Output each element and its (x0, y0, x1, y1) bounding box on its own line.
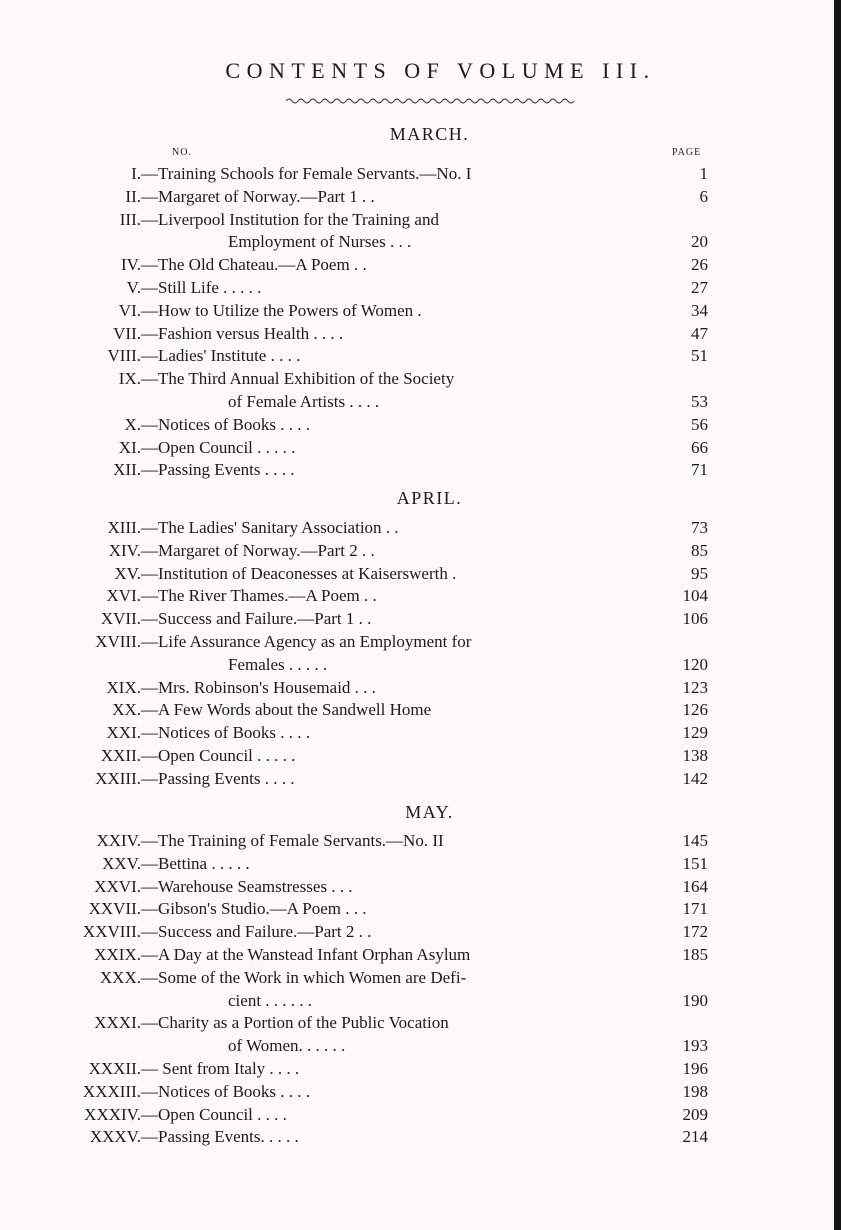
ornament-rule (286, 96, 576, 106)
toc-entry (0, 369, 841, 411)
entry-title: —The Ladies' Sanitary Association . . (141, 518, 399, 537)
entry-page-number: 196 (682, 1059, 708, 1078)
page-title: CONTENTS OF VOLUME III. (225, 58, 656, 83)
entry-title: —How to Utilize the Powers of Women . (141, 300, 422, 320)
toc-entry (0, 899, 841, 923)
toc-entry (0, 609, 841, 633)
entry-number: XXXIII. (82, 1081, 141, 1101)
entry-page-number: 145 (682, 831, 708, 850)
toc-entry (0, 460, 841, 484)
entry-page-number: 6 (699, 186, 708, 206)
entry-page-number: 123 (682, 677, 708, 697)
column-header-number: NO. (172, 147, 192, 158)
toc-entry (0, 945, 841, 969)
entry-title: —A Day at the Wanstead Infant Orphan Asylum (141, 945, 471, 964)
entry-title: —Passing Events . . . . (141, 460, 295, 480)
entry-page-number: 214 (682, 1127, 708, 1147)
entry-title: —Passing Events . . . . (141, 768, 295, 788)
entry-number: XX. (112, 700, 141, 720)
entry-number: VIII. (107, 346, 141, 366)
entry-title-continuation: Employment of Nurses . . . (228, 232, 412, 252)
entry-page-number: 56 (691, 414, 708, 434)
entry-number: XVI. (106, 586, 141, 606)
entry-number: XXII. (100, 746, 141, 765)
entry-page-number: 129 (682, 723, 708, 743)
toc-entry (0, 209, 841, 252)
toc-entry (0, 769, 841, 793)
toc-entry (0, 301, 841, 325)
entry-number: X. (124, 414, 141, 434)
entry-number: XV. (114, 563, 141, 583)
toc-entry (0, 164, 841, 188)
toc-entry (0, 854, 841, 878)
entry-page-number: 27 (691, 278, 708, 297)
entry-page-number: 66 (691, 437, 708, 457)
entry-number: IX. (118, 369, 141, 389)
entry-title: —Mrs. Robinson's Housemaid . . . (141, 677, 376, 697)
entry-page-number: 198 (682, 1081, 708, 1101)
entry-page-number: 20 (691, 232, 708, 252)
entry-title: —Notices of Books . . . . (141, 723, 311, 743)
entry-number: XXIV. (96, 831, 141, 850)
entry-number: VII. (113, 323, 141, 343)
entry-number: XXXIV. (84, 1104, 141, 1124)
toc-entry (0, 278, 841, 302)
entry-page-number: 185 (682, 945, 708, 964)
entry-number: XXXII. (88, 1059, 141, 1078)
toc-entry (0, 877, 841, 901)
entry-number: XXVIII. (82, 922, 141, 942)
section-heading-may: MAY. (405, 802, 454, 822)
entry-page-number: 190 (682, 990, 708, 1010)
entry-title: —Liverpool Institution for the Training and (141, 209, 439, 229)
toc-entry (0, 586, 841, 610)
entry-title: —Open Council . . . . (141, 1104, 287, 1124)
entry-number: XI. (118, 437, 141, 457)
entry-page-number: 142 (682, 768, 708, 788)
entry-title: —Success and Failure.—Part 2 . . (141, 922, 372, 942)
entry-page-number: 95 (691, 563, 708, 583)
entry-title: —Some of the Work in which Women are Defi- (141, 967, 467, 987)
entry-title: —Passing Events. . . . . (141, 1127, 299, 1147)
entry-title: —Institution of Deaconesses at Kaiserswerth . (141, 563, 457, 583)
toc-entry (0, 541, 841, 565)
entry-page-number: 209 (682, 1104, 708, 1124)
entry-number: VI. (118, 300, 141, 320)
entry-page-number: 106 (682, 609, 708, 629)
entry-number: XVII. (100, 609, 141, 629)
entry-page-number: 193 (682, 1036, 708, 1056)
toc-entry (0, 1127, 841, 1151)
entry-title: —The Old Chateau.—A Poem . . (141, 255, 367, 275)
section-heading-april: APRIL. (396, 488, 463, 508)
entry-title: —Still Life . . . . . (141, 278, 262, 297)
entry-number: XXX. (99, 967, 141, 987)
toc-entry (0, 346, 841, 370)
entry-page-number: 51 (691, 346, 708, 366)
entry-title: —Notices of Books . . . . (141, 1081, 311, 1101)
entry-page-number: 164 (682, 876, 708, 896)
entry-page-number: 151 (682, 853, 708, 873)
toc-entry (0, 678, 841, 702)
entry-title: —The Third Annual Exhibition of the Society (141, 369, 455, 389)
entry-number: XXI. (106, 723, 141, 743)
entry-title: —Charity as a Portion of the Public Vocation (141, 1013, 449, 1033)
toc-entry (0, 723, 841, 747)
entry-number: XXVI. (94, 876, 141, 896)
entry-page-number: 138 (682, 746, 708, 765)
entry-number: XXXV. (89, 1127, 141, 1147)
toc-entry (0, 324, 841, 348)
entry-number: XVIII. (95, 632, 141, 651)
entry-page-number: 26 (691, 255, 708, 275)
entry-number: XIX. (106, 677, 141, 697)
entry-title: —Ladies' Institute . . . . (141, 346, 301, 366)
entry-number: XXXI. (94, 1013, 141, 1033)
entry-page-number: 120 (682, 654, 708, 674)
toc-entry (0, 187, 841, 211)
entry-title: —Fashion versus Health . . . . (141, 323, 344, 343)
toc-entry (0, 415, 841, 439)
entry-title: —The River Thames.—A Poem . . (141, 586, 377, 606)
entry-title: —Margaret of Norway.—Part 1 . . (141, 186, 375, 206)
entry-page-number: 34 (691, 300, 708, 320)
entry-title: —Margaret of Norway.—Part 2 . . (141, 540, 375, 560)
entry-title-continuation: Females . . . . . (228, 654, 328, 674)
entry-page-number: 171 (682, 899, 708, 919)
entry-page-number: 104 (682, 586, 708, 606)
entry-title: —Gibson's Studio.—A Poem . . . (141, 899, 367, 919)
entry-title: —Open Council . . . . . (141, 437, 296, 457)
entry-page-number: 85 (691, 540, 708, 560)
toc-entry (0, 831, 841, 855)
entry-title-continuation: of Female Artists . . . . (228, 391, 380, 411)
entry-title: —The Training of Female Servants.—No. II (141, 831, 444, 850)
entry-page-number: 172 (682, 922, 708, 942)
entry-number: XXIX. (94, 945, 141, 964)
entry-number: II. (125, 186, 141, 206)
entry-number: XXVII. (88, 899, 141, 919)
entry-title: —Training Schools for Female Servants.—No. I (141, 164, 472, 183)
entry-title: —A Few Words about the Sandwell Home (141, 700, 432, 720)
toc-entry (0, 1013, 841, 1056)
entry-title: —Bettina . . . . . (141, 853, 250, 873)
toc-entry (0, 922, 841, 946)
entry-number: XIV. (108, 540, 141, 560)
entry-number: IV. (121, 255, 141, 275)
entry-number: XIII. (107, 518, 141, 537)
entry-number: XXV. (102, 853, 141, 873)
entry-page-number: 73 (691, 518, 708, 537)
toc-entry (0, 564, 841, 588)
entry-title-continuation: cient . . . . . . (228, 990, 313, 1010)
entry-page-number: 53 (691, 391, 708, 411)
entry-page-number: 47 (691, 323, 708, 343)
entry-title: —Open Council . . . . . (141, 746, 296, 765)
toc-entry (0, 746, 841, 770)
entry-number: V. (126, 278, 141, 297)
toc-entry (0, 255, 841, 279)
entry-page-number: 126 (682, 700, 708, 720)
toc-entry (0, 1082, 841, 1106)
entry-page-number: 71 (691, 460, 708, 480)
entry-number: XXIII. (95, 768, 141, 788)
toc-entry (0, 438, 841, 462)
entry-title: —Life Assurance Agency as an Employment for (141, 632, 472, 651)
toc-entry (0, 518, 841, 542)
toc-entry (0, 700, 841, 724)
entry-title: —Notices of Books . . . . (141, 414, 311, 434)
toc-entry (0, 967, 841, 1010)
entry-title: —Success and Failure.—Part 1 . . (141, 609, 372, 629)
toc-entry (0, 1059, 841, 1083)
toc-entry (0, 1105, 841, 1129)
section-heading-march: MARCH. (389, 124, 470, 144)
toc-entry (0, 632, 841, 674)
entry-title: — Sent from Italy . . . . (141, 1059, 300, 1078)
column-header-page: PAGE (672, 147, 702, 158)
entry-number: III. (119, 209, 141, 229)
entry-title: —Warehouse Seamstresses . . . (141, 876, 353, 896)
entry-number: I. (131, 164, 141, 183)
entry-title-continuation: of Women. . . . . . (228, 1036, 346, 1056)
entry-page-number: 1 (699, 164, 708, 183)
entry-number: XII. (113, 460, 141, 480)
